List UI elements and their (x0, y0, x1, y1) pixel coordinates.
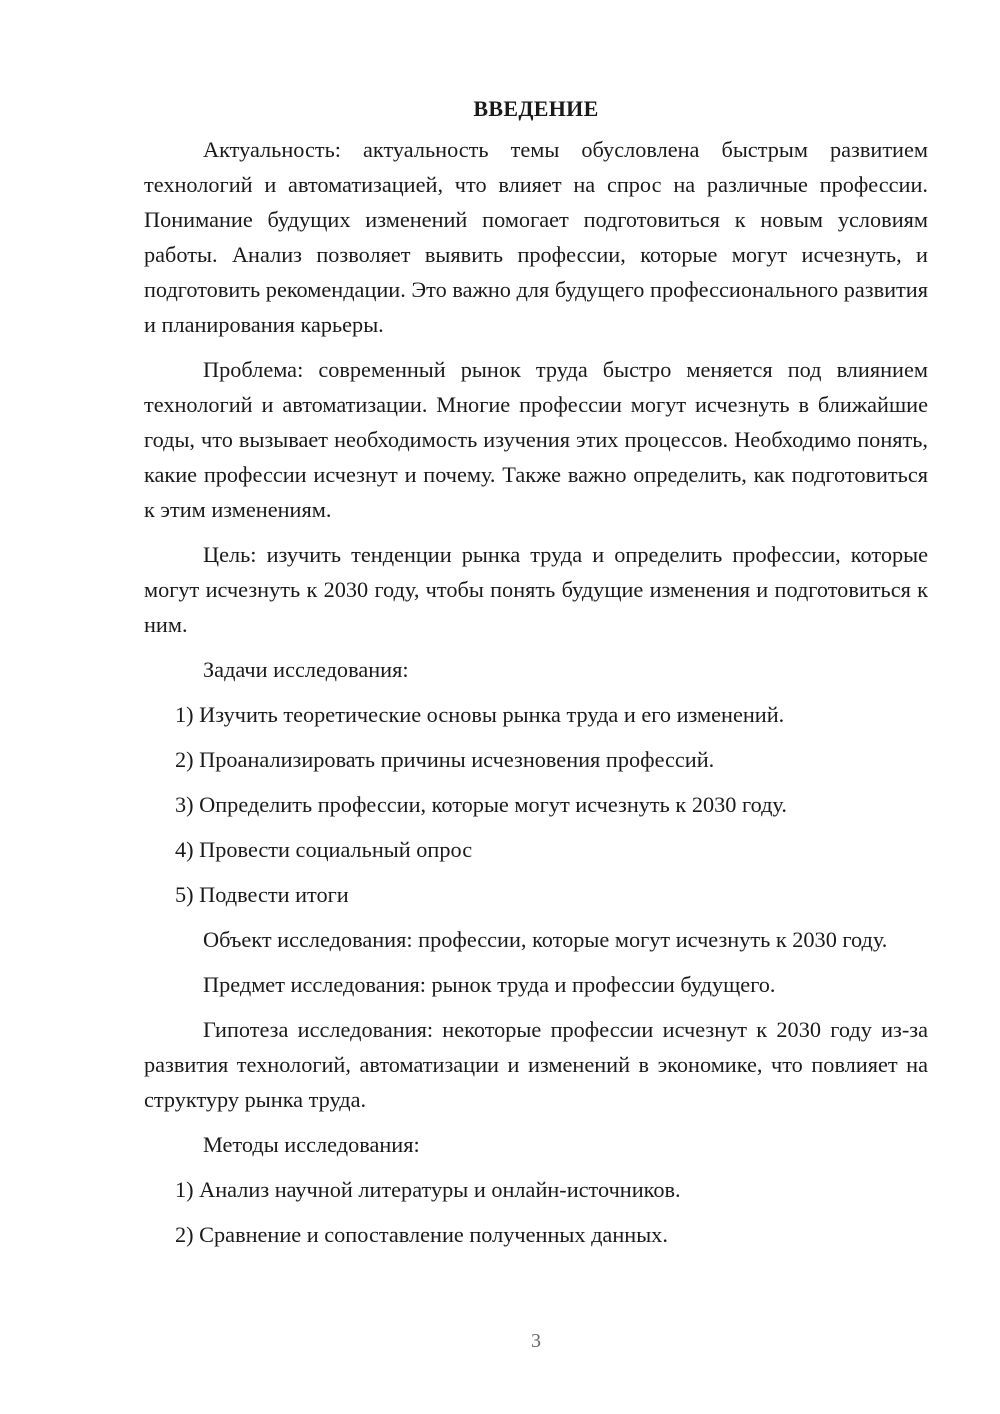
tasks-label: Задачи исследования: (203, 657, 409, 682)
list-item: 3) Определить профессии, которые могут исчезнуть к 2030 году. (175, 792, 787, 817)
list-item: 2) Проанализировать причины исчезновения профессий. (175, 747, 715, 772)
list-item: 2) Сравнение и сопоставление полученных данных. (175, 1222, 668, 1247)
document-page (144, 96, 928, 1262)
list-item: 1) Изучить теоретические основы рынка труда и его изменений. (175, 702, 785, 727)
methods-label: Методы исследования: (203, 1132, 420, 1157)
object-paragraph: Объект исследования: профессии, которые могут исчезнуть к 2030 году. (203, 927, 888, 952)
hypothesis-paragraph: Гипотеза исследования: некоторые профессии исчезнут к 2030 году из-за развития технологий, автоматизации и изменений в экономике, что повлияет на структуру рынка труда. (144, 1017, 928, 1112)
subject-paragraph: Предмет исследования: рынок труда и профессии будущего. (203, 972, 776, 997)
page-title: ВВЕДЕНИЕ (473, 96, 599, 121)
problem-paragraph: Проблема: современный рынок труда быстро меняется под влиянием технологий и автоматизации. Многие профессии могут исчезнуть в ближайшие годы, что вызывает необходимость изучения этих процессов. Необходимо понять, какие профессии исчезнут и почему. Также важно определить, как подготовиться к этим изменениям. (144, 357, 928, 522)
relevance-paragraph: Актуальность: актуальность темы обусловлена быстрым развитием технологий и автоматизацией, что влияет на спрос на различные профессии. Понимание будущих изменений помогает подготовиться к новым условиям работы. Анализ позволяет выявить профессии, которые могут исчезнуть, и подготовить рекомендации. Это важно для будущего профессионального развития и планирования карьеры. (144, 137, 928, 337)
list-item: 1) Анализ научной литературы и онлайн-источников. (175, 1177, 681, 1202)
page-number: 3 (531, 1330, 541, 1352)
list-item: 4) Провести социальный опрос (175, 837, 473, 862)
tasks-list (144, 697, 928, 912)
list-item: 5) Подвести итоги (175, 882, 349, 907)
goal-paragraph: Цель: изучить тенденции рынка труда и определить профессии, которые могут исчезнуть к 2030 году, чтобы понять будущие изменения и подготовиться к ним. (144, 542, 928, 637)
methods-list (144, 1172, 928, 1252)
